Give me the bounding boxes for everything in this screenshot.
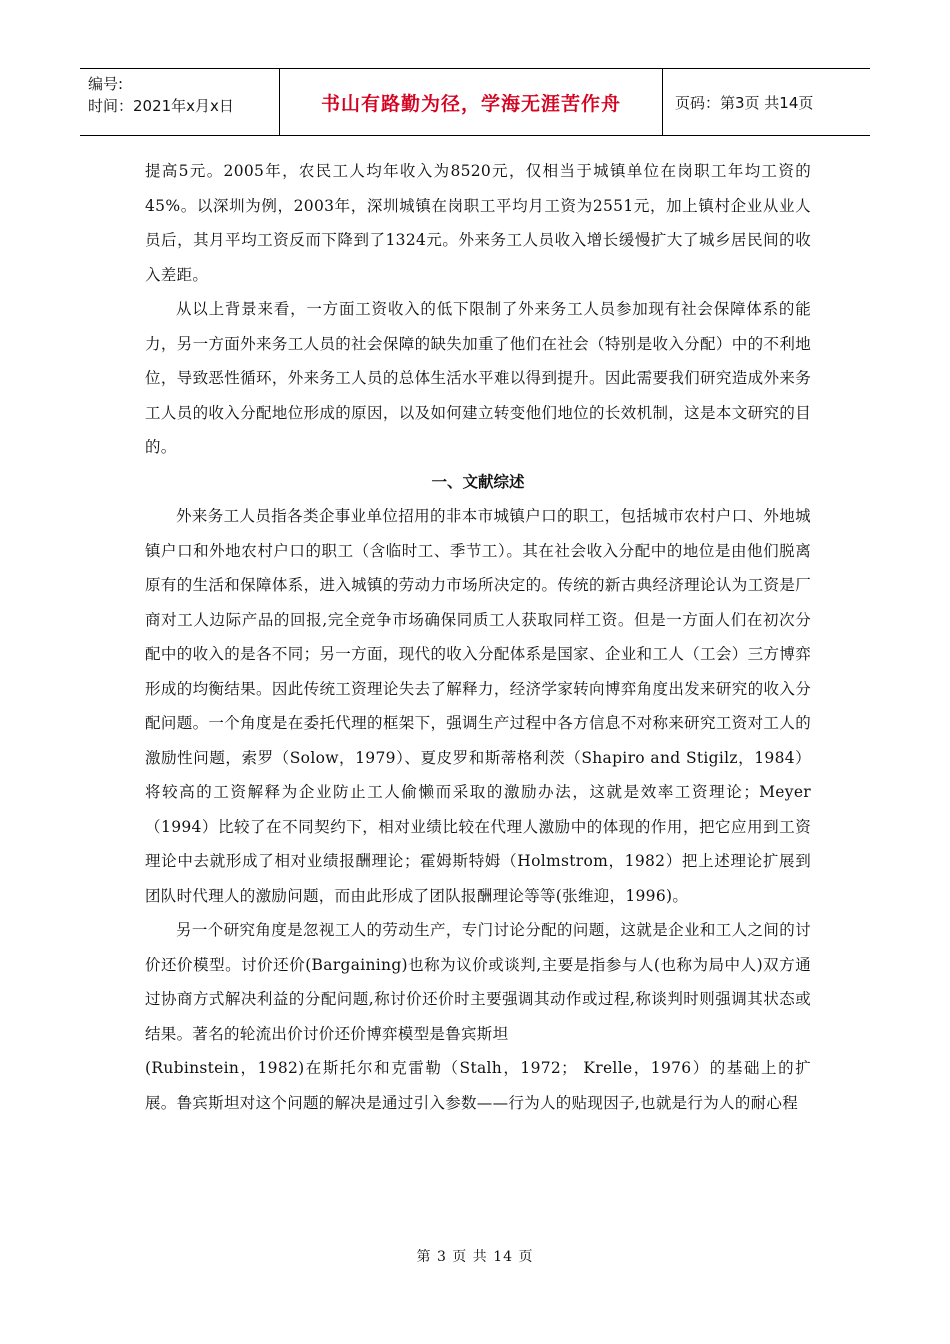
body-paragraph: (Rubinstein，1982)在斯托尔和克雷勒（Stalh，1972； Krelle，1976）的基础上的扩展。鲁宾斯坦对这个问题的解决是通过引入参数——行为人的贴现因子,也就是行为人的耐心程 bbox=[145, 1059, 811, 1112]
body-paragraph: 外来务工人员指各类企事业单位招用的非本市城镇户口的职工，包括城市农村户口、外地城镇户口和外地农村户口的职工（含临时工、季节工）。其在社会收入分配中的地位是由他们脱离原有的生活和保障体系，进入城镇的劳动力市场所决定的。传统的新古典经济理论认为工资是厂商对工人边际产品的回报,完全竞争市场确保同质工人获取同样工资。但是一方面人们在初次分配中的收入的是各不同；另一方面，现代的收入分配体系是国家、企业和工人（工会）三方博弈形成的均衡结果。因此传统工资理论失去了解释力，经济学家转向博弈角度出发来研究的收入分配问题。一个角度是在委托代理的框架下，强调生产过程中各方信息不对称来研究工资对工人的激励性问题，索罗（Solow，1979）、夏皮罗和斯蒂格利茨（Shapiro and Stigilz，1984）将较高的工资解释为企业防止工人偷懒而采取的激励办法，这就是效率工资理论；Meyer（1994）比较了在不同契约下，相对业绩比较在代理人激励中的体现的作用，把它应用到工资理论中去就形成了相对业绩报酬理论；霍姆斯特姆（Holmstrom，1982）把上述理论扩展到团队时代理人的激励问题，而由此形成了团队报酬理论等等(张维迎，1996)。 bbox=[145, 507, 811, 905]
section-heading: 一、文献综述 bbox=[431, 472, 525, 491]
header-meta bbox=[80, 69, 280, 135]
document-date: 时间：2021年x月x日 bbox=[88, 97, 234, 115]
body-paragraph: 另一个研究角度是忽视工人的劳动生产，专门讨论分配的问题，这就是企业和工人之间的讨价还价模型。讨价还价(Bargaining)也称为议价或谈判,主要是指参与人(也称为局中人)双方通过协商方式解决利益的分配问题,称讨价还价时主要强调其动作或过程,称谈判时则强调其状态或结果。著名的轮流出价讨价还价博弈模型是鲁宾斯坦 bbox=[145, 921, 811, 1043]
body-paragraph: 从以上背景来看，一方面工资收入的低下限制了外来务工人员参加现有社会保障体系的能力，另一方面外来务工人员的社会保障的缺失加重了他们在社会（特别是收入分配）中的不利地位，导致恶性循环，外来务工人员的总体生活水平难以得到提升。因此需要我们研究造成外来务工人员的收入分配地位形成的原因，以及如何建立转变他们地位的长效机制，这是本文研究的目的。 bbox=[145, 300, 811, 456]
page-header bbox=[80, 68, 870, 136]
body-paragraph: 提高5元。2005年，农民工人均年收入为8520元，仅相当于城镇单位在岗职工年均工资的45%。以深圳为例，2003年，深圳城镇在岗职工平均月工资为2551元，加上镇村企业从业人员后，其月平均工资反而下降到了1324元。外来务工人员收入增长缓慢扩大了城乡居民间的收入差距。 bbox=[145, 162, 811, 284]
header-page-info: 页码：第3页 共14页 bbox=[675, 93, 814, 112]
document-body bbox=[145, 154, 811, 1120]
page-footer: 第 3 页 共 14 页 bbox=[416, 1249, 534, 1265]
document-number-label: 编号: bbox=[88, 75, 124, 93]
header-motto: 书山有路勤为径，学海无涯苦作舟 bbox=[280, 69, 663, 135]
